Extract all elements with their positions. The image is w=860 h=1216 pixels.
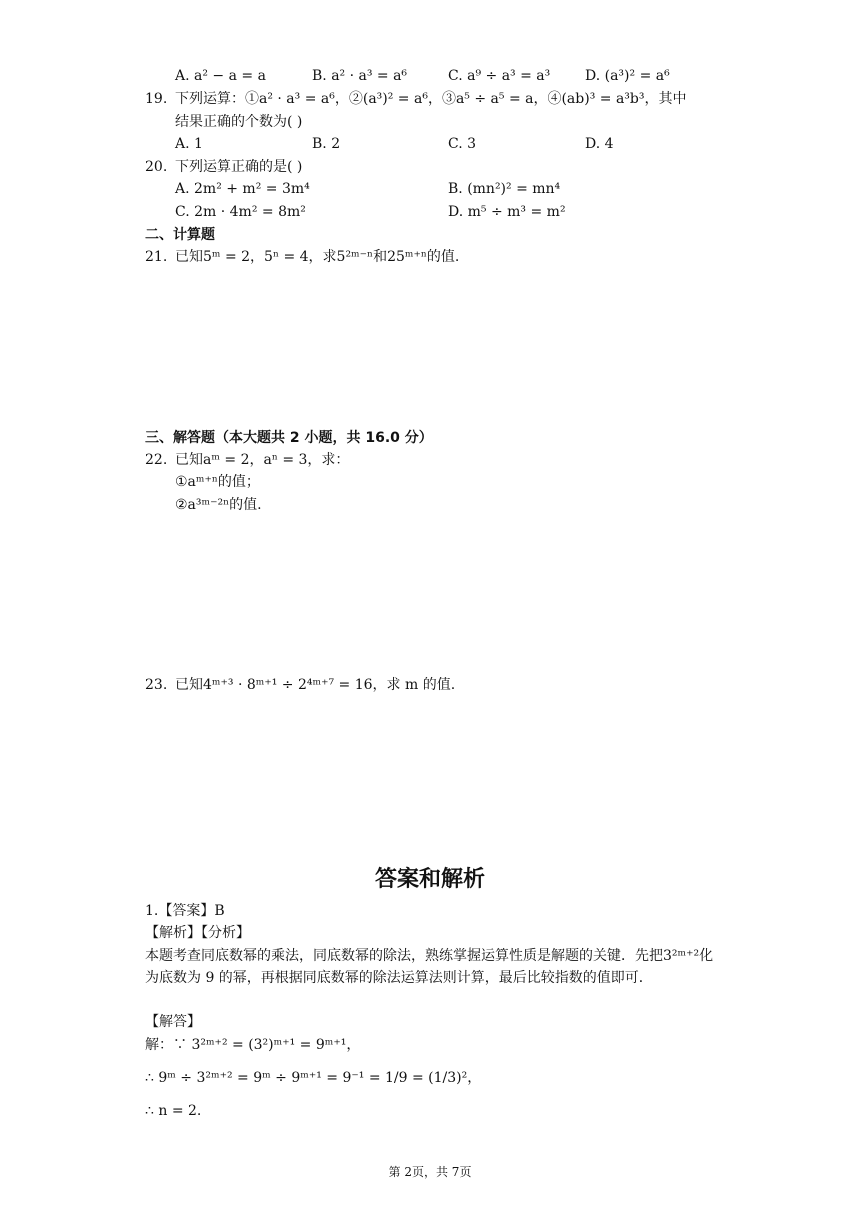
analysis-head: 【解析】【分析】 bbox=[145, 925, 250, 941]
q19-option-b: B. 2 bbox=[312, 136, 341, 152]
answer-1-head: 1.【答案】B bbox=[145, 903, 225, 919]
q20-option-a: A. 2m² + m² = 3m⁴ bbox=[175, 181, 310, 197]
q20-stem: 下列运算正确的是( ) bbox=[175, 159, 303, 175]
q20-option-d: D. m⁵ ÷ m³ = m² bbox=[448, 204, 566, 220]
q18-option-d: D. (a³)² = a⁶ bbox=[585, 68, 670, 84]
q19-stem-line2: 结果正确的个数为( ) bbox=[175, 114, 303, 130]
q18-option-a: A. a² − a = a bbox=[175, 68, 266, 84]
q20-option-b: B. (mn²)² = mn⁴ bbox=[448, 181, 561, 197]
q22-stem: 已知aᵐ = 2，aⁿ = 3，求： bbox=[175, 452, 350, 468]
analysis-text: 本题考查同底数幂的乘法，同底数幂的除法，熟练掌握运算性质是解题的关键．先把3²ᵐ⁺²化为底数为 9 的幂，再根据同底数幂的除法运算法则计算，最后比较指数的值即可． bbox=[145, 948, 714, 986]
q19-option-d: D. 4 bbox=[585, 136, 614, 152]
q20-option-c: C. 2m · 4m² = 8m² bbox=[175, 204, 306, 220]
q22-sub2: ②a³ᵐ⁻²ⁿ的值. bbox=[175, 497, 262, 513]
section-heading-answer: 三、解答题（本大题共 2 小题，共 16.0 分） bbox=[145, 430, 433, 446]
section-heading-calculation: 二、计算题 bbox=[145, 227, 215, 243]
answers-title: 答案和解析 bbox=[374, 867, 485, 892]
q21-stem: 已知5ᵐ = 2，5ⁿ = 4，求5²ᵐ⁻ⁿ和25ᵐ⁺ⁿ的值. bbox=[175, 249, 460, 265]
q19-stem-line1: 下列运算：①a² · a³ = a⁶，②(a³)² = a⁶，③a⁵ ÷ a⁵ = a，④(ab)³ = a³b³，其中 bbox=[175, 91, 687, 107]
solution-line2: ∴ 9ᵐ ÷ 3²ᵐ⁺² = 9ᵐ ÷ 9ᵐ⁺¹ = 9⁻¹ = 1/9 = (1/3)²， bbox=[145, 1070, 482, 1086]
solution-line1: 解：∵ 3²ᵐ⁺² = (3²)ᵐ⁺¹ = 9ᵐ⁺¹， bbox=[145, 1037, 361, 1053]
solution-head: 【解答】 bbox=[145, 1014, 201, 1030]
page-footer: 第 2页，共 7页 bbox=[388, 1165, 472, 1179]
q19-option-a: A. 1 bbox=[175, 136, 203, 152]
q22-sub1: ①aᵐ⁺ⁿ的值； bbox=[175, 474, 260, 490]
q18-option-c: C. a⁹ ÷ a³ = a³ bbox=[448, 68, 551, 84]
q19-number: 19. bbox=[145, 91, 168, 107]
q19-option-c: C. 3 bbox=[448, 136, 477, 152]
solution-line3: ∴ n = 2. bbox=[145, 1103, 202, 1119]
q20-number: 20. bbox=[145, 159, 168, 175]
q23-stem: 已知4ᵐ⁺³ · 8ᵐ⁺¹ ÷ 2⁴ᵐ⁺⁷ = 16，求 m 的值. bbox=[175, 677, 456, 693]
q22-number: 22. bbox=[145, 452, 168, 468]
q23-number: 23. bbox=[145, 677, 168, 693]
q18-option-b: B. a² · a³ = a⁶ bbox=[312, 68, 408, 84]
q21-number: 21. bbox=[145, 249, 168, 265]
